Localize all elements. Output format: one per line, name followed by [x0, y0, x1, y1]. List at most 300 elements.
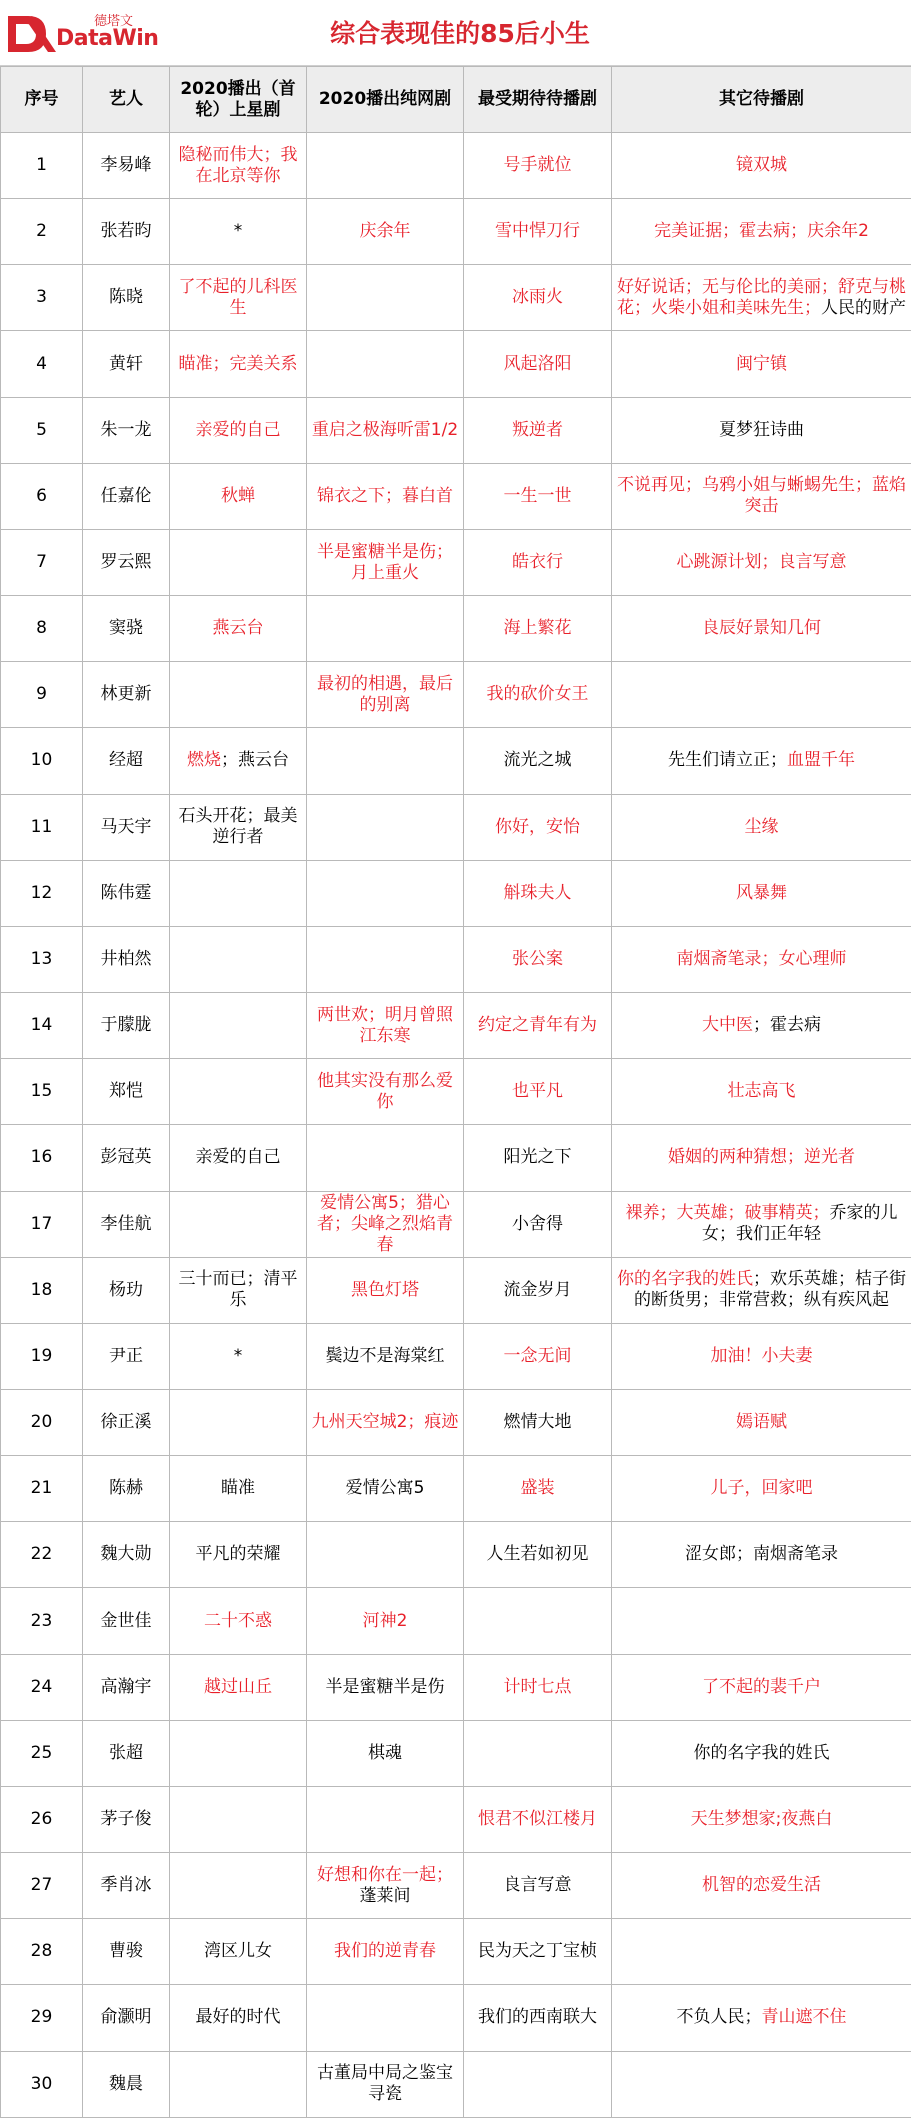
drama-title: 约定之青年有为	[478, 1015, 597, 1035]
drama-title: ；霍去病	[753, 1015, 821, 1035]
drama-title: 流光之城	[504, 750, 572, 770]
drama-title: 最好的时代	[196, 2007, 281, 2027]
other-upcoming-cell	[612, 1919, 911, 1985]
artist-name: 郑恺	[83, 1059, 170, 1125]
web-drama-cell	[307, 1125, 464, 1191]
drama-title: 了不起的裴千户	[702, 1677, 821, 1697]
most-anticipated-cell	[464, 133, 612, 199]
web-drama-cell	[307, 728, 464, 794]
web-drama-cell	[307, 397, 464, 463]
web-drama-cell	[307, 1323, 464, 1389]
other-upcoming-cell	[612, 1853, 911, 1919]
other-upcoming-cell	[612, 1456, 911, 1522]
satellite-drama-cell	[170, 265, 307, 331]
page-header	[0, 0, 911, 66]
drama-title: 一念无间	[504, 1346, 572, 1366]
drama-title: 号手就位	[504, 155, 572, 175]
row-number: 21	[1, 1456, 83, 1522]
row-number: 8	[1, 596, 83, 662]
drama-title: 二十不惑	[204, 1611, 272, 1631]
most-anticipated-cell	[464, 728, 612, 794]
artist-name: 经超	[83, 728, 170, 794]
other-upcoming-cell	[612, 860, 911, 926]
satellite-drama-cell	[170, 1985, 307, 2051]
row-number: 3	[1, 265, 83, 331]
table-row	[1, 1257, 911, 1323]
satellite-drama-cell	[170, 1786, 307, 1852]
satellite-drama-cell	[170, 529, 307, 595]
table-row	[1, 1654, 911, 1720]
artist-name: 陈赫	[83, 1456, 170, 1522]
satellite-drama-cell	[170, 199, 307, 265]
drama-title: 阳光之下	[504, 1147, 572, 1167]
artist-name: 魏晨	[83, 2051, 170, 2117]
other-upcoming-cell	[612, 926, 911, 992]
web-drama-cell	[307, 993, 464, 1059]
table-row	[1, 1720, 911, 1786]
row-number: 24	[1, 1654, 83, 1720]
satellite-drama-cell	[170, 993, 307, 1059]
drama-title: 不负人民；	[677, 2007, 762, 2027]
artist-name: 李易峰	[83, 133, 170, 199]
drama-title: 了不起的儿科医生	[179, 277, 298, 318]
drama-title: 亲爱的自己	[196, 420, 281, 440]
web-drama-cell	[307, 1456, 464, 1522]
row-number: 2	[1, 199, 83, 265]
web-drama-cell	[307, 1522, 464, 1588]
satellite-drama-cell	[170, 596, 307, 662]
drama-title: 完美证据；霍去病；庆余年2	[654, 221, 869, 241]
satellite-drama-cell	[170, 397, 307, 463]
drama-title: 锦衣之下；暮白首	[317, 486, 453, 506]
artist-name: 徐正溪	[83, 1389, 170, 1455]
row-number: 7	[1, 529, 83, 595]
drama-title: 我们的西南联大	[478, 2007, 597, 2027]
drama-title: 夏梦狂诗曲	[719, 420, 804, 440]
drama-title: 盛装	[521, 1478, 555, 1498]
row-number: 5	[1, 397, 83, 463]
drama-title: 尘缘	[745, 817, 779, 837]
drama-title: 裸养；大英雄；破事精英；	[626, 1203, 830, 1223]
drama-title: 青山遮不住	[762, 2007, 847, 2027]
most-anticipated-cell	[464, 1456, 612, 1522]
artist-name: 井柏然	[83, 926, 170, 992]
drama-title: 石头开花；最美逆行者	[179, 806, 298, 847]
most-anticipated-cell	[464, 1257, 612, 1323]
other-upcoming-cell	[612, 1125, 911, 1191]
drama-title: 庆余年	[360, 221, 411, 241]
satellite-drama-cell	[170, 1654, 307, 1720]
most-anticipated-cell	[464, 529, 612, 595]
satellite-drama-cell	[170, 2051, 307, 2117]
drama-title: 南烟斋笔录；女心理师	[677, 949, 847, 969]
other-upcoming-cell	[612, 1522, 911, 1588]
web-drama-cell	[307, 1853, 464, 1919]
drama-title: 民为天之丁宝桢	[478, 1941, 597, 1961]
row-number: 28	[1, 1919, 83, 1985]
satellite-drama-cell	[170, 1720, 307, 1786]
drama-title: 爱情公寓5	[346, 1478, 425, 1498]
drama-title: 我们的逆青春	[334, 1941, 436, 1961]
most-anticipated-cell	[464, 1985, 612, 2051]
drama-title: 涩女郎；南烟斋笔录	[685, 1544, 838, 1564]
satellite-drama-cell	[170, 794, 307, 860]
most-anticipated-cell	[464, 265, 612, 331]
most-anticipated-cell	[464, 1389, 612, 1455]
most-anticipated-cell	[464, 1522, 612, 1588]
drama-title: *	[234, 1346, 243, 1366]
table-row	[1, 993, 911, 1059]
web-drama-cell	[307, 1985, 464, 2051]
satellite-drama-cell	[170, 860, 307, 926]
table-row	[1, 1191, 911, 1257]
drama-title: 三十而已；清平乐	[179, 1269, 298, 1310]
web-drama-cell	[307, 1389, 464, 1455]
artist-name: 林更新	[83, 662, 170, 728]
drama-title: 你好，安怡	[495, 817, 580, 837]
drama-title: 机智的恋爱生活	[702, 1875, 821, 1895]
column-header: 序号	[1, 67, 83, 133]
table-row	[1, 1323, 911, 1389]
most-anticipated-cell	[464, 1919, 612, 1985]
web-drama-cell	[307, 529, 464, 595]
drama-title: 燃烧	[187, 750, 221, 770]
other-upcoming-cell	[612, 133, 911, 199]
other-upcoming-cell	[612, 1654, 911, 1720]
drama-title: 冰雨火	[512, 287, 563, 307]
column-header: 其它待播剧	[612, 67, 911, 133]
logo-text-cn: 德塔文	[94, 10, 133, 29]
drama-title: 恨君不似江楼月	[478, 1809, 597, 1829]
drama-title: 黑色灯塔	[351, 1280, 419, 1300]
other-upcoming-cell	[612, 1720, 911, 1786]
drama-title: 皓衣行	[512, 552, 563, 572]
satellite-drama-cell	[170, 1853, 307, 1919]
most-anticipated-cell	[464, 1125, 612, 1191]
artist-name: 金世佳	[83, 1588, 170, 1654]
artist-name: 高瀚宇	[83, 1654, 170, 1720]
other-upcoming-cell	[612, 794, 911, 860]
most-anticipated-cell	[464, 463, 612, 529]
drama-title: 斛珠夫人	[504, 883, 572, 903]
table-row	[1, 1853, 911, 1919]
most-anticipated-cell	[464, 1191, 612, 1257]
drama-title: 他其实没有那么爱你	[317, 1071, 453, 1112]
table-row	[1, 728, 911, 794]
satellite-drama-cell	[170, 1919, 307, 1985]
drama-title: 不说再见；乌鸦小姐与蜥蜴先生；蓝焰突击	[617, 475, 906, 516]
row-number: 6	[1, 463, 83, 529]
other-upcoming-cell	[612, 199, 911, 265]
drama-title: 最初的相遇，最后的别离	[317, 674, 453, 715]
web-drama-cell	[307, 794, 464, 860]
satellite-drama-cell	[170, 1257, 307, 1323]
satellite-drama-cell	[170, 728, 307, 794]
drama-title: 九州天空城2；痕迹	[312, 1412, 459, 1432]
row-number: 15	[1, 1059, 83, 1125]
most-anticipated-cell	[464, 993, 612, 1059]
column-header: 最受期待待播剧	[464, 67, 612, 133]
artist-table	[0, 66, 911, 2118]
drama-title: 重启之极海听雷1/2	[312, 420, 458, 440]
other-upcoming-cell	[612, 596, 911, 662]
web-drama-cell	[307, 1654, 464, 1720]
other-upcoming-cell	[612, 1786, 911, 1852]
drama-title: 雪中悍刀行	[495, 221, 580, 241]
artist-name: 罗云熙	[83, 529, 170, 595]
most-anticipated-cell	[464, 1654, 612, 1720]
most-anticipated-cell	[464, 1059, 612, 1125]
drama-title: 镜双城	[736, 155, 787, 175]
drama-title: 爱情公寓5；猎心者；尖峰之烈焰青春	[317, 1193, 453, 1255]
most-anticipated-cell	[464, 1853, 612, 1919]
web-drama-cell	[307, 1720, 464, 1786]
column-header: 2020播出纯网剧	[307, 67, 464, 133]
drama-title: 瞄准；完美关系	[179, 354, 298, 374]
most-anticipated-cell	[464, 662, 612, 728]
row-number: 22	[1, 1522, 83, 1588]
drama-title: 叛逆者	[512, 420, 563, 440]
most-anticipated-cell	[464, 860, 612, 926]
other-upcoming-cell	[612, 2051, 911, 2117]
table-row	[1, 199, 911, 265]
drama-title: 亲爱的自己	[196, 1147, 281, 1167]
web-drama-cell	[307, 1786, 464, 1852]
artist-name: 杨玏	[83, 1257, 170, 1323]
most-anticipated-cell	[464, 1323, 612, 1389]
artist-name: 陈晓	[83, 265, 170, 331]
drama-title: 古董局中局之鉴宝寻瓷	[317, 2063, 453, 2104]
artist-name: 朱一龙	[83, 397, 170, 463]
table-row	[1, 1456, 911, 1522]
drama-title: 秋蝉	[221, 486, 255, 506]
artist-name: 俞灏明	[83, 1985, 170, 2051]
table-row	[1, 463, 911, 529]
other-upcoming-cell	[612, 1588, 911, 1654]
drama-title: 蓬莱间	[360, 1886, 411, 1906]
row-number: 19	[1, 1323, 83, 1389]
row-number: 29	[1, 1985, 83, 2051]
drama-title: 好好说话；无与伦比的美丽；舒克与桃花；火柴小姐和美味先生；	[617, 277, 906, 318]
table-row	[1, 1588, 911, 1654]
drama-title: 越过山丘	[204, 1677, 272, 1697]
table-row	[1, 860, 911, 926]
drama-title: 燕云台	[213, 618, 264, 638]
drama-title: 风暴舞	[736, 883, 787, 903]
table-row	[1, 662, 911, 728]
artist-name: 陈伟霆	[83, 860, 170, 926]
web-drama-cell	[307, 1257, 464, 1323]
satellite-drama-cell	[170, 1389, 307, 1455]
drama-title: 心跳源计划；良言写意	[677, 552, 847, 572]
row-number: 14	[1, 993, 83, 1059]
artist-name: 茅子俊	[83, 1786, 170, 1852]
web-drama-cell	[307, 662, 464, 728]
table-row	[1, 1786, 911, 1852]
table-row	[1, 1919, 911, 1985]
table-row	[1, 265, 911, 331]
most-anticipated-cell	[464, 397, 612, 463]
drama-title: 我的砍价女王	[487, 684, 589, 704]
artist-name: 魏大勋	[83, 1522, 170, 1588]
satellite-drama-cell	[170, 133, 307, 199]
satellite-drama-cell	[170, 331, 307, 397]
table-row	[1, 1522, 911, 1588]
table-row	[1, 397, 911, 463]
drama-title: 半是蜜糖半是伤	[326, 1677, 445, 1697]
artist-name: 彭冠英	[83, 1125, 170, 1191]
drama-title: 河神2	[363, 1611, 408, 1631]
drama-title: 海上繁花	[504, 618, 572, 638]
table-row	[1, 926, 911, 992]
satellite-drama-cell	[170, 1059, 307, 1125]
table-body	[1, 133, 911, 2118]
drama-title: 加油！小夫妻	[711, 1346, 813, 1366]
satellite-drama-cell	[170, 1191, 307, 1257]
artist-name: 窦骁	[83, 596, 170, 662]
other-upcoming-cell	[612, 1059, 911, 1125]
web-drama-cell	[307, 331, 464, 397]
drama-title: 壮志高飞	[728, 1081, 796, 1101]
drama-title: 半是蜜糖半是伤；月上重火	[317, 542, 453, 583]
web-drama-cell	[307, 133, 464, 199]
artist-name: 任嘉伦	[83, 463, 170, 529]
artist-name: 尹正	[83, 1323, 170, 1389]
row-number: 23	[1, 1588, 83, 1654]
drama-title: 先生们请立正；	[668, 750, 787, 770]
table-row	[1, 596, 911, 662]
table-row	[1, 1389, 911, 1455]
web-drama-cell	[307, 1588, 464, 1654]
drama-title: 你的名字我的姓氏	[694, 1743, 830, 1763]
drama-title: 人生若如初见	[487, 1544, 589, 1564]
web-drama-cell	[307, 1919, 464, 1985]
most-anticipated-cell	[464, 2051, 612, 2117]
other-upcoming-cell	[612, 1323, 911, 1389]
page-title: 综合表现佳的85后小生	[160, 14, 760, 50]
table-header-row	[1, 67, 911, 133]
drama-title: 天生梦想家;夜燕白	[691, 1809, 833, 1829]
row-number: 9	[1, 662, 83, 728]
other-upcoming-cell	[612, 529, 911, 595]
satellite-drama-cell	[170, 1323, 307, 1389]
table-row	[1, 794, 911, 860]
table-row	[1, 1985, 911, 2051]
drama-title: 张公案	[512, 949, 563, 969]
drama-title: 平凡的荣耀	[196, 1544, 281, 1564]
row-number: 12	[1, 860, 83, 926]
other-upcoming-cell	[612, 397, 911, 463]
most-anticipated-cell	[464, 926, 612, 992]
drama-title: ；欢乐英雄；桔子街的断货男；非常营救；纵有疾风起	[634, 1269, 906, 1310]
row-number: 17	[1, 1191, 83, 1257]
drama-title: 棋魂	[368, 1743, 402, 1763]
drama-title: 乔家的儿女；我们正年轻	[702, 1203, 898, 1244]
other-upcoming-cell	[612, 1389, 911, 1455]
satellite-drama-cell	[170, 1522, 307, 1588]
drama-title: 大中医	[702, 1015, 753, 1035]
satellite-drama-cell	[170, 1588, 307, 1654]
other-upcoming-cell	[612, 1257, 911, 1323]
logo-text-en: DataWin	[56, 26, 158, 51]
table-row	[1, 2051, 911, 2117]
row-number: 4	[1, 331, 83, 397]
drama-title: 鬓边不是海棠红	[326, 1346, 445, 1366]
other-upcoming-cell	[612, 463, 911, 529]
web-drama-cell	[307, 199, 464, 265]
drama-title: 流金岁月	[504, 1280, 572, 1300]
other-upcoming-cell	[612, 993, 911, 1059]
drama-title: 两世欢；明月曾照江东寒	[317, 1005, 453, 1046]
most-anticipated-cell	[464, 199, 612, 265]
row-number: 18	[1, 1257, 83, 1323]
drama-title: 婚姻的两种猜想；逆光者	[668, 1147, 855, 1167]
artist-name: 季肖冰	[83, 1853, 170, 1919]
row-number: 26	[1, 1786, 83, 1852]
most-anticipated-cell	[464, 1588, 612, 1654]
row-number: 10	[1, 728, 83, 794]
artist-name: 黄轩	[83, 331, 170, 397]
artist-name: 于朦胧	[83, 993, 170, 1059]
other-upcoming-cell	[612, 265, 911, 331]
drama-title: 小舍得	[512, 1214, 563, 1234]
row-number: 25	[1, 1720, 83, 1786]
drama-title: 良言写意	[504, 1875, 572, 1895]
table-row	[1, 1059, 911, 1125]
web-drama-cell	[307, 1059, 464, 1125]
drama-title: 燃情大地	[504, 1412, 572, 1432]
web-drama-cell	[307, 463, 464, 529]
web-drama-cell	[307, 860, 464, 926]
most-anticipated-cell	[464, 1720, 612, 1786]
table-row	[1, 529, 911, 595]
drama-title: ；燕云台	[221, 750, 289, 770]
satellite-drama-cell	[170, 926, 307, 992]
drama-title: 一生一世	[504, 486, 572, 506]
web-drama-cell	[307, 1191, 464, 1257]
drama-title: 闽宁镇	[736, 354, 787, 374]
web-drama-cell	[307, 2051, 464, 2117]
row-number: 11	[1, 794, 83, 860]
most-anticipated-cell	[464, 794, 612, 860]
other-upcoming-cell	[612, 1191, 911, 1257]
drama-title: 湾区儿女	[204, 1941, 272, 1961]
other-upcoming-cell	[612, 1985, 911, 2051]
row-number: 30	[1, 2051, 83, 2117]
drama-title: *	[234, 221, 243, 241]
web-drama-cell	[307, 265, 464, 331]
most-anticipated-cell	[464, 1786, 612, 1852]
drama-title: 隐秘而伟大；我在北京等你	[179, 145, 298, 186]
row-number: 1	[1, 133, 83, 199]
other-upcoming-cell	[612, 331, 911, 397]
row-number: 16	[1, 1125, 83, 1191]
web-drama-cell	[307, 926, 464, 992]
most-anticipated-cell	[464, 331, 612, 397]
satellite-drama-cell	[170, 662, 307, 728]
row-number: 20	[1, 1389, 83, 1455]
drama-title: 良辰好景知几何	[702, 618, 821, 638]
drama-title: 你的名字我的姓氏	[617, 1269, 753, 1289]
row-number: 13	[1, 926, 83, 992]
drama-title: 好想和你在一起；	[317, 1865, 453, 1885]
satellite-drama-cell	[170, 463, 307, 529]
satellite-drama-cell	[170, 1125, 307, 1191]
table-row	[1, 331, 911, 397]
most-anticipated-cell	[464, 596, 612, 662]
artist-name: 张超	[83, 1720, 170, 1786]
artist-name: 马天宇	[83, 794, 170, 860]
